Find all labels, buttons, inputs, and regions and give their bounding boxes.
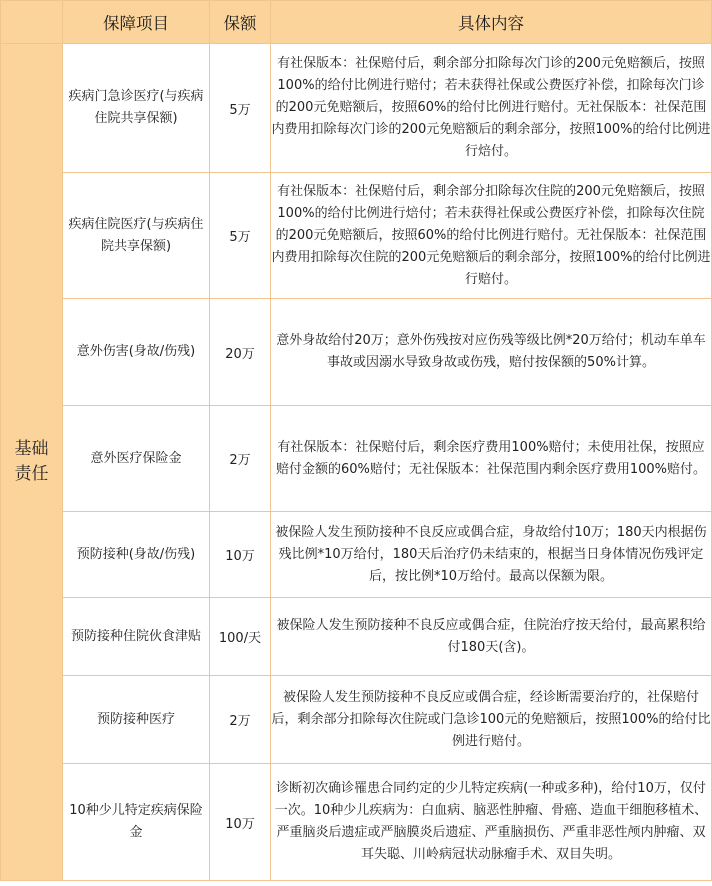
coverage-amount: 20万 <box>210 299 271 406</box>
table-row <box>1 173 712 299</box>
coverage-details: 被保险人发生预防接种不良反应或偶合症，身故给付10万；180天内根据伤残比例*10万给付，180天后治疗仍未结束的，根据当日身体情况伤残评定后，按比例*10万给付。最高以保额为限。 <box>271 512 712 598</box>
coverage-details: 被保险人发生预防接种不良反应或偶合症，经诊断需要治疗的，社保赔付后，剩余部分扣除每次住院或门急诊100元的免赔额后，按照100%的给付比例进行赔付。 <box>271 676 712 764</box>
coverage-amount: 10万 <box>210 764 271 881</box>
header-coverage-amount: 保额 <box>210 1 271 44</box>
group-label-basic-liability <box>1 44 63 881</box>
coverage-item: 预防接种(身故/伤残) <box>63 512 210 598</box>
table-row <box>1 676 712 764</box>
coverage-details: 意外身故给付20万；意外伤残按对应伤残等级比例*20万给付；机动车单车事故或因溺水导致身故或伤残，赔付按保额的50%计算。 <box>271 299 712 406</box>
header-coverage-item: 保障项目 <box>63 1 210 44</box>
coverage-item: 疾病住院医疗(与疾病住院共享保额) <box>63 173 210 299</box>
blank-header-cell <box>1 1 63 44</box>
coverage-details: 诊断初次确诊罹患合同约定的少儿特定疾病(一种或多种)，给付10万，仅付一次。10种少儿疾病为：白血病、脑恶性肿瘤、骨癌、造血干细胞移植术、严重脑炎后遗症或严脑膜炎后遗症、严重脑损伤、严重非恶性颅内肿瘤、双耳失聪、川岭病冠状动脉瘤手术、双目失明。 <box>271 764 712 881</box>
coverage-item: 预防接种医疗 <box>63 676 210 764</box>
coverage-details: 有社保版本：社保赔付后，剩余部分扣除每次门诊的200元免赔额后，按照100%的给付比例进行赔付；若未获得社保或公费医疗补偿，扣除每次门诊的200元免赔额后，按照60%的给付比例进行赔付。无社保版本：社保范围内费用扣除每次门诊的200元免赔额后的剩余部分，按照100%的给付比例进行焙付。 <box>271 44 712 173</box>
table-row <box>1 44 712 173</box>
coverage-item: 疾病门急诊医疗(与疾病住院共享保额) <box>63 44 210 173</box>
table-row <box>1 512 712 598</box>
coverage-amount: 5万 <box>210 173 271 299</box>
coverage-amount: 5万 <box>210 44 271 173</box>
table-row <box>1 406 712 512</box>
table-row <box>1 299 712 406</box>
table-row <box>1 764 712 881</box>
coverage-details: 被保险人发生预防接种不良反应或偶合症，住院治疗按天给付，最高累积给付180天(含)。 <box>271 598 712 676</box>
coverage-amount: 2万 <box>210 406 271 512</box>
group-label-line1: 基础 <box>14 439 49 459</box>
coverage-amount: 100/天 <box>210 598 271 676</box>
coverage-amount: 10万 <box>210 512 271 598</box>
table-row <box>1 598 712 676</box>
coverage-item: 10种少儿特定疾病保险金 <box>63 764 210 881</box>
coverage-item: 意外伤害(身故/伤残) <box>63 299 210 406</box>
group-label-line2: 责任 <box>14 464 49 484</box>
table-header-row <box>1 1 712 44</box>
coverage-amount: 2万 <box>210 676 271 764</box>
coverage-details: 有社保版本：社保赔付后，剩余医疗费用100%赔付；未使用社保，按照应赔付金额的60%赔付；无社保版本：社保范围内剩余医疗费用100%赔付。 <box>271 406 712 512</box>
coverage-item: 意外医疗保险金 <box>63 406 210 512</box>
header-coverage-details: 具体内容 <box>271 1 712 44</box>
coverage-details: 有社保版本：社保赔付后，剩余部分扣除每次住院的200元免赔额后，按照100%的给付比例进行焙付；若未获得社保或公费医疗补偿，扣除每次住院的200元免赔额后，按照60%的给付比例进行赔付。无社保版本：社保范围内费用扣除每次住院的200元免赔额后的剩余部分，按照100%的给付比例进行赔付。 <box>271 173 712 299</box>
coverage-item: 预防接种住院伙食津贴 <box>63 598 210 676</box>
